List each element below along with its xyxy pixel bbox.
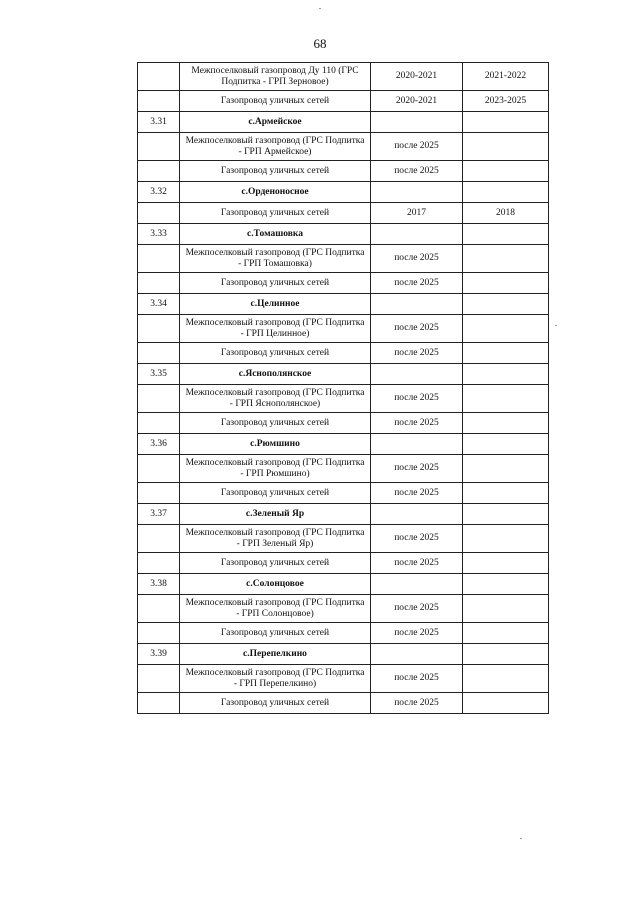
row-number-cell — [138, 315, 180, 343]
period-a-cell: после 2025 — [371, 133, 463, 161]
table-row — [138, 343, 549, 364]
section-title-cell: с.Целинное — [180, 294, 371, 315]
period-a-cell: после 2025 — [371, 161, 463, 182]
row-number-cell — [138, 693, 180, 714]
period-b-cell — [463, 504, 549, 525]
period-b-cell — [463, 364, 549, 385]
period-a-cell: после 2025 — [371, 273, 463, 294]
period-b-cell — [463, 294, 549, 315]
period-a-cell: после 2025 — [371, 413, 463, 434]
period-b-cell — [463, 525, 549, 553]
table-row — [138, 665, 549, 693]
table-row — [138, 693, 549, 714]
period-a-cell — [371, 364, 463, 385]
section-title-cell: с.Томашовка — [180, 224, 371, 245]
period-a-cell: после 2025 — [371, 315, 463, 343]
row-number-cell — [138, 385, 180, 413]
object-name-cell: Газопровод уличных сетей — [180, 623, 371, 644]
period-a-cell — [371, 504, 463, 525]
row-number-cell: 3.36 — [138, 434, 180, 455]
period-a-cell — [371, 574, 463, 595]
row-number-cell — [138, 553, 180, 574]
row-number-cell: 3.38 — [138, 574, 180, 595]
period-b-cell — [463, 315, 549, 343]
table-row — [138, 273, 549, 294]
section-row — [138, 574, 549, 595]
object-name-cell: Межпоселковый газопровод (ГРС Подпитка - ГРП Солонцовое) — [180, 595, 371, 623]
row-number-cell: 3.31 — [138, 112, 180, 133]
object-name-cell: Газопровод уличных сетей — [180, 273, 371, 294]
row-number-cell — [138, 483, 180, 504]
table-row — [138, 595, 549, 623]
section-title-cell: с.Орденоносное — [180, 182, 371, 203]
period-b-cell: 2023-2025 — [463, 91, 549, 112]
row-number-cell — [138, 413, 180, 434]
object-name-cell: Газопровод уличных сетей — [180, 693, 371, 714]
object-name-cell: Газопровод уличных сетей — [180, 553, 371, 574]
scan-speck — [555, 325, 557, 326]
period-a-cell — [371, 644, 463, 665]
row-number-cell — [138, 665, 180, 693]
row-number-cell — [138, 91, 180, 112]
table-body — [138, 63, 549, 714]
period-a-cell — [371, 182, 463, 203]
object-name-cell: Газопровод уличных сетей — [180, 483, 371, 504]
table-row — [138, 385, 549, 413]
row-number-cell — [138, 133, 180, 161]
scan-speck — [319, 8, 321, 9]
period-a-cell: после 2025 — [371, 665, 463, 693]
period-a-cell: после 2025 — [371, 693, 463, 714]
section-row — [138, 364, 549, 385]
page-number: 68 — [313, 36, 327, 51]
period-b-cell — [463, 133, 549, 161]
period-b-cell — [463, 693, 549, 714]
object-name-cell: Газопровод уличных сетей — [180, 91, 371, 112]
period-b-cell — [463, 644, 549, 665]
object-name-cell: Межпоселковый газопровод (ГРС Подпитка - ГРП Целинное) — [180, 315, 371, 343]
table-row — [138, 245, 549, 273]
row-number-cell: 3.34 — [138, 294, 180, 315]
gas-pipeline-table — [137, 62, 549, 714]
object-name-cell: Межпоселковый газопровод Ду 110 (ГРС Подпитка - ГРП Зерновое) — [180, 63, 371, 91]
object-name-cell: Газопровод уличных сетей — [180, 203, 371, 224]
period-b-cell — [463, 483, 549, 504]
period-b-cell — [463, 182, 549, 203]
table-row — [138, 315, 549, 343]
period-a-cell — [371, 112, 463, 133]
period-a-cell: после 2025 — [371, 553, 463, 574]
section-title-cell: с.Армейское — [180, 112, 371, 133]
table-row — [138, 525, 549, 553]
section-title-cell: с.Солонцовое — [180, 574, 371, 595]
table-row — [138, 483, 549, 504]
row-number-cell: 3.37 — [138, 504, 180, 525]
object-name-cell: Межпоселковый газопровод (ГРС Подпитка - ГРП Томашовка) — [180, 245, 371, 273]
period-a-cell — [371, 224, 463, 245]
row-number-cell — [138, 525, 180, 553]
section-title-cell: с.Перепелкино — [180, 644, 371, 665]
period-b-cell — [463, 245, 549, 273]
section-row — [138, 294, 549, 315]
period-b-cell: 2018 — [463, 203, 549, 224]
period-b-cell: 2021-2022 — [463, 63, 549, 91]
object-name-cell: Газопровод уличных сетей — [180, 413, 371, 434]
period-a-cell: после 2025 — [371, 455, 463, 483]
period-b-cell — [463, 595, 549, 623]
period-a-cell: после 2025 — [371, 343, 463, 364]
table-row — [138, 455, 549, 483]
section-title-cell: с.Яснополянское — [180, 364, 371, 385]
period-a-cell: после 2025 — [371, 245, 463, 273]
table-row — [138, 623, 549, 644]
period-b-cell — [463, 112, 549, 133]
period-b-cell — [463, 434, 549, 455]
row-number-cell: 3.33 — [138, 224, 180, 245]
table-row — [138, 203, 549, 224]
section-row — [138, 644, 549, 665]
period-a-cell: 2017 — [371, 203, 463, 224]
period-a-cell: после 2025 — [371, 385, 463, 413]
period-b-cell — [463, 413, 549, 434]
row-number-cell — [138, 273, 180, 294]
row-number-cell — [138, 63, 180, 91]
period-a-cell: после 2025 — [371, 483, 463, 504]
table-row — [138, 161, 549, 182]
object-name-cell: Газопровод уличных сетей — [180, 343, 371, 364]
row-number-cell — [138, 203, 180, 224]
period-b-cell — [463, 273, 549, 294]
section-row — [138, 224, 549, 245]
object-name-cell: Газопровод уличных сетей — [180, 161, 371, 182]
period-b-cell — [463, 224, 549, 245]
table-row — [138, 63, 549, 91]
object-name-cell: Межпоселковый газопровод (ГРС Подпитка - ГРП Перепелкино) — [180, 665, 371, 693]
row-number-cell — [138, 455, 180, 483]
period-a-cell: после 2025 — [371, 525, 463, 553]
section-title-cell: с.Рюмшино — [180, 434, 371, 455]
scan-speck — [520, 838, 522, 839]
table-row — [138, 133, 549, 161]
section-row — [138, 434, 549, 455]
period-b-cell — [463, 574, 549, 595]
period-a-cell: 2020-2021 — [371, 91, 463, 112]
object-name-cell: Межпоселковый газопровод (ГРС Подпитка - ГРП Яснополянское) — [180, 385, 371, 413]
period-a-cell: 2020-2021 — [371, 63, 463, 91]
period-b-cell — [463, 553, 549, 574]
period-b-cell — [463, 665, 549, 693]
row-number-cell — [138, 343, 180, 364]
period-b-cell — [463, 385, 549, 413]
period-a-cell: после 2025 — [371, 623, 463, 644]
row-number-cell: 3.32 — [138, 182, 180, 203]
row-number-cell: 3.35 — [138, 364, 180, 385]
row-number-cell — [138, 161, 180, 182]
section-title-cell: с.Зеленый Яр — [180, 504, 371, 525]
section-row — [138, 182, 549, 203]
table-row — [138, 413, 549, 434]
period-a-cell — [371, 434, 463, 455]
section-row — [138, 112, 549, 133]
period-a-cell — [371, 294, 463, 315]
row-number-cell — [138, 623, 180, 644]
row-number-cell — [138, 245, 180, 273]
period-b-cell — [463, 161, 549, 182]
row-number-cell — [138, 595, 180, 623]
period-a-cell: после 2025 — [371, 595, 463, 623]
period-b-cell — [463, 343, 549, 364]
period-b-cell — [463, 623, 549, 644]
period-b-cell — [463, 455, 549, 483]
object-name-cell: Межпоселковый газопровод (ГРС Подпитка - ГРП Армейское) — [180, 133, 371, 161]
table-row — [138, 553, 549, 574]
table-row — [138, 91, 549, 112]
object-name-cell: Межпоселковый газопровод (ГРС Подпитка - ГРП Зеленый Яр) — [180, 525, 371, 553]
object-name-cell: Межпоселковый газопровод (ГРС Подпитка - ГРП Рюмшино) — [180, 455, 371, 483]
section-row — [138, 504, 549, 525]
row-number-cell: 3.39 — [138, 644, 180, 665]
